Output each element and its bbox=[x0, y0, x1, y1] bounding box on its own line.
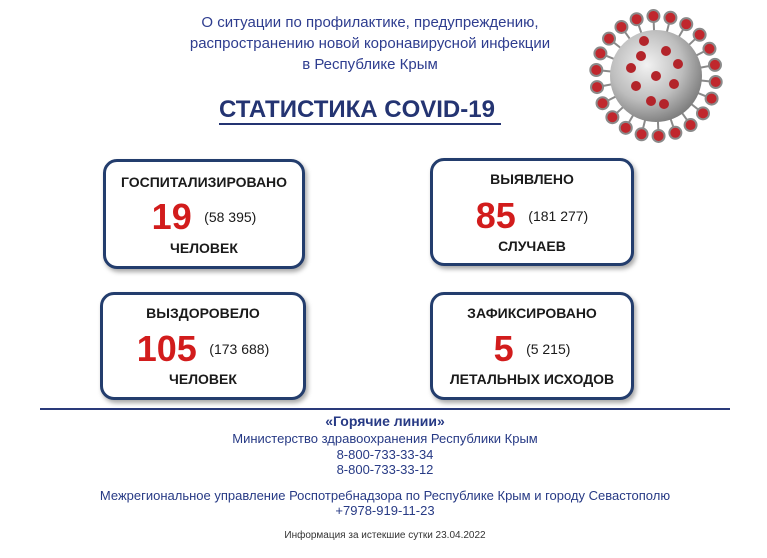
recovered-unit: ЧЕЛОВЕК bbox=[169, 371, 237, 387]
ministry-phone-2[interactable]: 8-800-733-33-12 bbox=[336, 462, 434, 477]
recovered-total: (173 688) bbox=[209, 341, 270, 357]
header-line-1: О ситуации по профилактике, предупреждению, bbox=[201, 14, 539, 31]
detected-card bbox=[430, 158, 634, 266]
deaths-unit: ЛЕТАЛЬНЫХ ИСХОДОВ bbox=[449, 371, 615, 387]
divider-line bbox=[40, 408, 730, 410]
page-title bbox=[200, 96, 520, 124]
detected-count: 85 bbox=[475, 195, 516, 236]
header-line-3: в Республике Крым bbox=[302, 56, 438, 73]
info-date-note: Информация за истекшие сутки 23.04.2022 bbox=[284, 530, 486, 541]
hospitalized-total: (58 395) bbox=[204, 209, 257, 225]
hospitalized-card bbox=[103, 159, 305, 269]
deaths-values bbox=[433, 328, 631, 370]
deaths-count: 5 bbox=[493, 328, 514, 369]
recovered-count: 105 bbox=[136, 328, 197, 369]
header-block bbox=[150, 12, 590, 75]
ministry-phone-1[interactable]: 8-800-733-33-34 bbox=[336, 447, 434, 462]
hotlines-title: «Горячие линии» bbox=[325, 413, 445, 429]
detected-values bbox=[433, 195, 631, 237]
header-line-2: распространению новой коронавирусной инфекции bbox=[189, 35, 551, 52]
rospotrebnadzor-phone[interactable]: +7978-919-11-23 bbox=[335, 503, 435, 518]
deaths-total: (5 215) bbox=[526, 341, 571, 357]
recovered-values bbox=[103, 328, 303, 370]
deaths-card bbox=[430, 292, 634, 400]
detected-label: ВЫЯВЛЕНО bbox=[490, 171, 574, 187]
hospitalized-unit: ЧЕЛОВЕК bbox=[170, 240, 238, 256]
hospitalized-label: ГОСПИТАЛИЗИРОВАНО bbox=[120, 174, 288, 190]
detected-total: (181 277) bbox=[528, 208, 589, 224]
hospitalized-count: 19 bbox=[151, 196, 192, 237]
rospotrebnadzor-name: Межрегиональное управление Роспотребнадзора по Республике Крым и городу Севастополю bbox=[99, 488, 671, 503]
recovered-card bbox=[100, 292, 306, 400]
coronavirus-icon bbox=[586, 6, 726, 146]
page-title-text: СТАТИСТИКА COVID-19 bbox=[219, 96, 501, 125]
hospitalized-values bbox=[106, 196, 302, 238]
ministry-name: Министерство здравоохранения Республики Крым bbox=[232, 431, 538, 446]
recovered-label: ВЫЗДОРОВЕЛО bbox=[146, 305, 260, 321]
detected-unit: СЛУЧАЕВ bbox=[498, 238, 566, 254]
deaths-label: ЗАФИКСИРОВАНО bbox=[467, 305, 597, 321]
